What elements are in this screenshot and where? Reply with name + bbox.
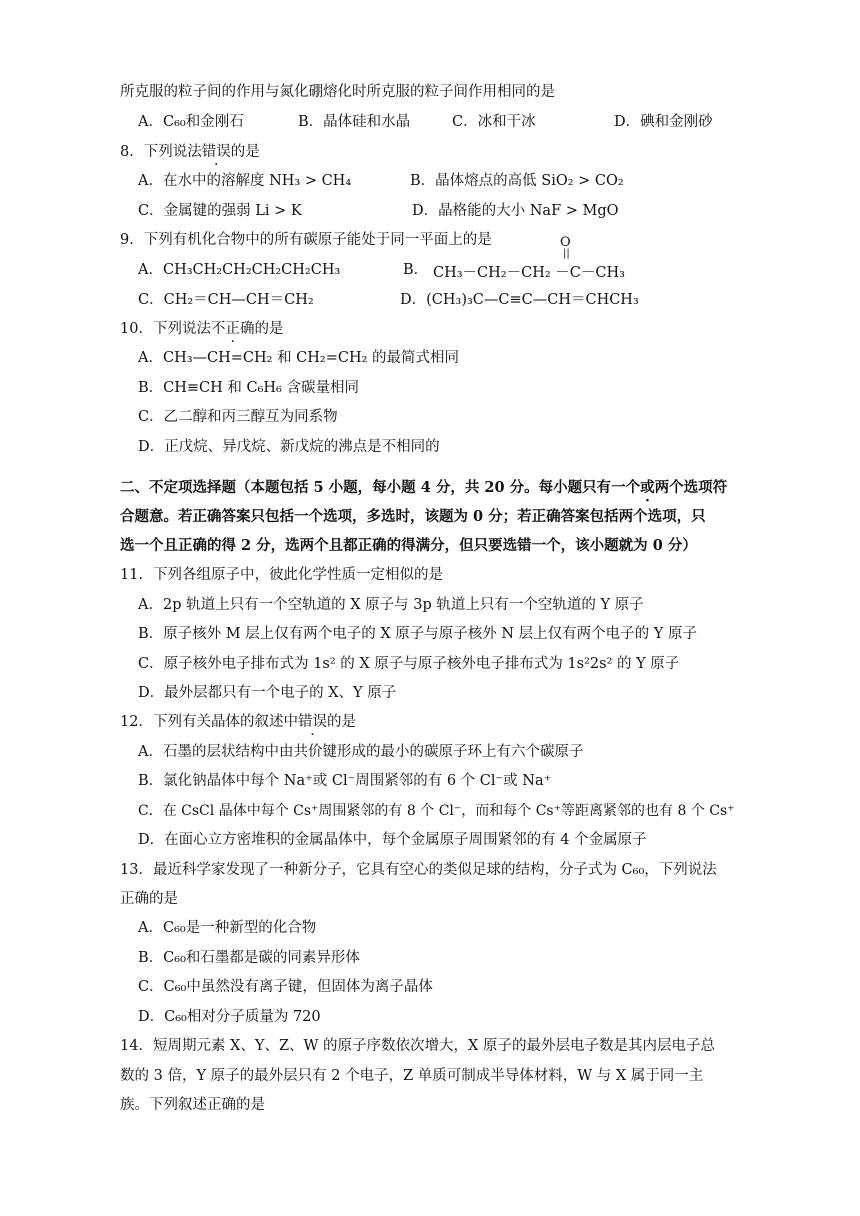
q10-stem xyxy=(120,319,283,339)
q7-option-c: C．冰和干冰 xyxy=(452,114,536,130)
q8-stem-part1: 8．下列说法 xyxy=(120,144,202,160)
q9-option-d: D．(CH₃)₃C—C≡C—CH＝CHCH₃ xyxy=(400,292,639,308)
q10-stem-part3: 的是 xyxy=(254,321,284,337)
q12-option-a: A．石墨的层状结构中由共价键形成的最小的碳原子环上有六个碳原子 xyxy=(138,744,584,760)
q9-option-a: A．CH₃CH₂CH₂CH₂CH₂CH₃ xyxy=(138,262,341,278)
q13-option-c: C．C₆₀中虽然没有离子键，但固体为离子晶体 xyxy=(138,979,433,995)
q9-ketone-oxygen: O xyxy=(560,235,571,250)
q7-stem-continuation: 所克服的粒子间的作用与氮化硼熔化时所克服的粒子间作用相同的是 xyxy=(120,84,555,100)
q10-stem-part1: 10．下列说法 xyxy=(120,321,211,337)
q9-ketone-double-bond: || xyxy=(563,248,570,259)
q7-option-a: A．C₆₀和金刚石 xyxy=(138,114,244,130)
q12-stem xyxy=(120,712,356,732)
q14-stem-line3: 族。下列叙述正确的是 xyxy=(120,1097,265,1113)
q12-option-c: C．在 CsCl 晶体中每个 Cs⁺周围紧邻的有 8 个 Cl⁻，而和每个 Cs⁺等距离紧邻的也有 8 个 Cs⁺ xyxy=(138,803,735,819)
q9-stem: 9．下列有机化合物中的所有碳原子能处于同一平面上的是 xyxy=(120,232,492,248)
q9-option-b-label: B． xyxy=(403,262,429,278)
q10-option-b: B．CH≡CH 和 C₆H₆ 含碳量相同 xyxy=(138,380,359,396)
q8-stem xyxy=(120,142,260,162)
q13-stem-line1: 13．最近科学家发现了一种新分子，它具有空心的类似足球的结构，分子式为 C₆₀，下列说法 xyxy=(120,862,717,878)
q12-option-b: B．氯化钠晶体中每个 Na⁺或 Cl⁻周围紧邻的有 6 个 Cl⁻或 Na⁺ xyxy=(138,773,552,789)
q10-option-a: A．CH₃—CH=CH₂ 和 CH₂=CH₂ 的最简式相同 xyxy=(138,350,460,366)
q11-stem: 11．下列各组原子中，彼此化学性质一定相似的是 xyxy=(120,567,443,583)
q12-stem-part3: 的是 xyxy=(326,714,356,730)
section2-header-part1: 二、不定项选择题（本题包括 5 小题，每小题 4 分，共 20 分。每小题只有 xyxy=(120,479,612,496)
section2-header-emphasis: 一个或两个 · xyxy=(611,479,684,496)
q8-stem-emphasis: 错误 xyxy=(201,144,231,160)
q8-option-b: B．晶体熔点的高低 SiO₂ > CO₂ xyxy=(410,173,624,189)
q12-stem-emphasis: 错误 xyxy=(297,714,327,730)
q9-option-c: C．CH₂＝CH—CH＝CH₂ xyxy=(138,292,314,308)
q7-option-b: B．晶体硅和水晶 xyxy=(298,114,411,130)
q8-option-c: C．金属键的强弱 Li > K xyxy=(138,203,302,219)
q13-option-b: B．C₆₀和石墨都是碳的同素异形体 xyxy=(138,950,360,966)
q11-option-d: D．最外层都只有一个电子的 X、Y 原子 xyxy=(138,685,397,701)
q7-option-d: D．碘和金刚砂 xyxy=(614,114,713,130)
q12-option-d: D．在面心立方密堆积的金属晶体中，每个金属原子周围紧邻的有 4 个金属原子 xyxy=(138,832,647,848)
section2-header-line1 xyxy=(120,478,727,498)
q13-option-a: A．C₆₀是一种新型的化合物 xyxy=(138,920,317,936)
q8-option-d: D．晶格能的大小 NaF > MgO xyxy=(412,203,619,219)
q13-option-d: D．C₆₀相对分子质量为 720 xyxy=(138,1009,321,1025)
q11-option-c: C．原子核外电子排布式为 1s² 的 X 原子与原子核外电子排布式为 1s²2s² 的 Y 原子 xyxy=(138,656,680,672)
q8-option-a: A．在水中的溶解度 NH₃ > CH₄ xyxy=(138,173,352,189)
q12-stem-part1: 12．下列有关晶体的叙述中 xyxy=(120,714,298,730)
q11-option-a: A．2p 轨道上只有一个空轨道的 X 原子与 3p 轨道上只有一个空轨道的 Y 原子 xyxy=(138,597,644,613)
section2-header-line3: 选一个且正确的得 2 分，选两个且都正确的得满分，但只要选错一个，该小题就为 0 分） xyxy=(120,537,697,554)
q9-option-b-formula: CH₃－CH₂－CH₂ －C－CH₃ xyxy=(433,265,625,281)
q8-stem-part3: 的是 xyxy=(230,144,260,160)
section2-header-part3: 选项符 xyxy=(683,479,728,496)
q10-stem-emphasis: 不正确 xyxy=(210,321,255,337)
q10-option-c: C．乙二醇和丙三醇互为同系物 xyxy=(138,409,338,425)
q13-stem-line2: 正确的是 xyxy=(120,891,178,907)
q14-stem-line2: 数的 3 倍，Y 原子的最外层只有 2 个电子，Z 单质可制成半导体材料，W 与 X 属于同一主 xyxy=(120,1068,704,1084)
q11-option-b: B．原子核外 M 层上仅有两个电子的 X 原子与原子核外 N 层上仅有两个电子的 Y 原子 xyxy=(138,626,697,642)
section2-header-line2: 合题意。若正确答案只包括一个选项，多选时，该题为 0 分；若正确答案包括两个选项，只 xyxy=(120,508,706,525)
q14-stem-line1: 14．短周期元素 X、Y、Z、W 的原子序数依次增大，X 原子的最外层电子数是其内层电子总 xyxy=(120,1038,715,1054)
q10-option-d: D．正戊烷、异戊烷、新戊烷的沸点是不相同的 xyxy=(138,439,440,455)
